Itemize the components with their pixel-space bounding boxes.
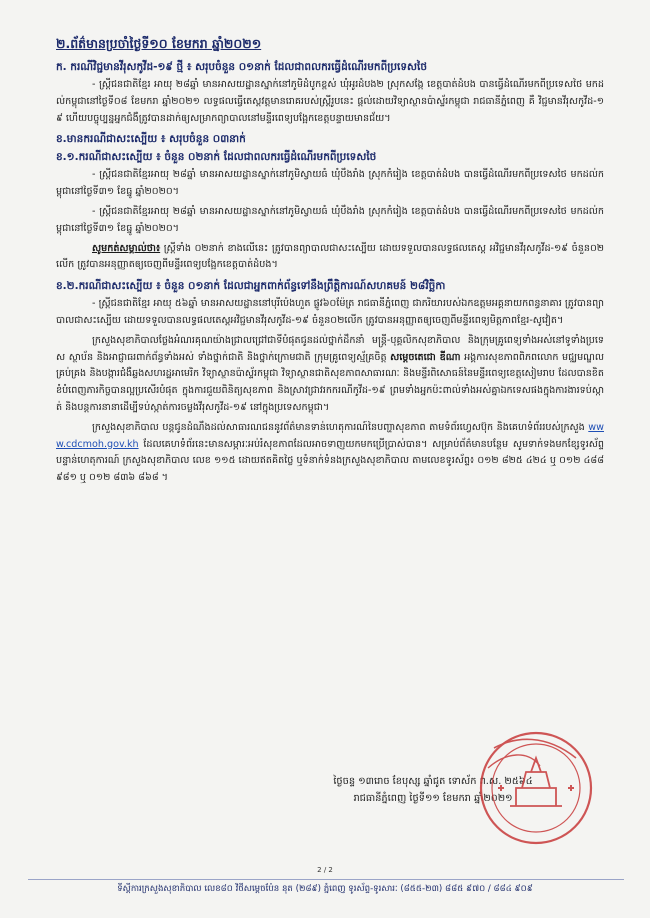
thanks-paragraph	[56, 333, 604, 417]
solar-date: រាជធានីភ្នំពេញ ថ្ងៃទី១១ ខែមករា ឆ្នាំ២០២១	[353, 793, 513, 804]
lunar-date: ថ្ងៃចន្ទ ១៣រោច ខែបុស្ស ឆ្នាំជូត ទោស័ក ព.ស. ២៥៦៤	[333, 776, 533, 787]
section-b1-note	[56, 241, 604, 275]
footer-address: ទីស្តីការក្រសួងសុខាភិបាល លេខ៨០ វិថីសម្តេចប៉ែន នុត (២៨៩) ភ្នំពេញ ទូរស័ព្ទ-ទូរសារៈ (៨៥៥-២៣) ៨៨៥ ៩៧០ / ៨៨៤ ៩០៩	[117, 884, 533, 894]
closing-text-1: ក្រសួងសុខាភិបាល បន្តជូនដំណឹងដល់សាធារណជននូវព័ត៌មានទាន់ហេតុការណ៍នៃបញ្ហាសុខភាព តាមទំព័រហ្វេសប៊ុក និងគេហទំព័ររបស់ក្រសួង	[92, 421, 589, 433]
section-a-paragraph: - ស្រ្តីជនជាតិខ្មែរ អាយុ ២៨ឆ្នាំ មានអាសយដ្ឋានស្នាក់នៅភូមិដំបូកខ្ពស់ ឃុំអូរដំបង២ ស្រុកសង្កែ ខេត្តបាត់ដំបង បានធ្វើដំណើរមកពីប្រទេសថៃ មកដល់កម្ពុជានៅថ្ងៃទី០៨ ខែមករា ឆ្នាំ២០២១ លទ្ធផលធ្វើតេស្តវត្តមានរោគរបស់ស្ត្រីរូបនេះ ផ្តល់ដោយវិទ្យាស្ថានប៉ាស្ទ័រកម្ពុជា រាជធានីភ្នំពេញ គឺ វិជ្ជមានវីរុសកូវីដ-១៩ ហើយបច្ចុប្បន្នអ្នកជំងឺត្រូវបានដាក់ឲ្យសម្រាកព្យាបាលនៅមន្ទីរពេទ្យបង្អែកខេត្តបន្ទាយមានជ័យ។	[56, 79, 604, 124]
document-heading: ២.ព័ត៌មានប្រចាំថ្ងៃទី១០ ខែមករា ឆ្នាំ២០២១	[56, 36, 262, 51]
ministry-seal	[476, 728, 596, 848]
section-b2-case: - ស្ត្រីជនជាតិខ្មែរ អាយុ ៥៦ឆ្នាំ មានអាសយដ្ឋាននៅបុរីប៉េងហួត ផ្លូវ៦០ម៉ែត្រ រាជធានីភ្នំពេញ ជាភរិយារបស់ឯកឧត្តមអគ្គនាយកពន្ធនាគារ ត្រូវបានព្យាបាលជាសះស្បើយ ដោយទទួលបានលទ្ធផលតេស្តអវិជ្ជមានវីរុសកូវីដ-១៩ ចំនួន០២លើក ត្រូវបានអនុញ្ញាតឲ្យចេញពីមន្ទីរពេទ្យមិត្តភាពខ្មែរ-សូវៀត។	[56, 298, 604, 326]
section-b1-case-2: - ស្ត្រីជនជាតិខ្មែរអាយុ ២៨ឆ្នាំ មានអាសយដ្ឋានស្នាក់នៅភូមិស្វាយធំ ឃុំបឹងរាំង ស្រុកកំរៀង ខេត្តបាត់ដំបង បានធ្វើដំណើរមកពីប្រទេសថៃ មកដល់កម្ពុជានៅថ្ងៃទី៣១ ខែធ្នូ ឆ្នាំ២០២០។	[56, 205, 604, 234]
section-b1-title: ខ.១.ករណីជាសះស្បើយ ៖ ចំនួន ០២នាក់ ដែលជាពលករធ្វើដំណើរមកពីប្រទេសថៃ	[56, 151, 377, 164]
thanks-text-1: ក្រសួងសុខាភិបាលថ្លែងអំណរគុណយ៉ាងជ្រាលជ្រៅជាទីបំផុតជូនដល់ថ្នាក់ដឹកនាំ មន្ត្រី-បុគ្គលិកសុខាភិបាល និងក្រុមគ្រូពេទ្យទាំងអស់នៅទូទាំងប្រទេស ស្ថាប័ន និងអាជ្ញាធរពាក់ព័ន្ធទាំងអស់ ទាំងថ្នាក់ជាតិ និងថ្នាក់ក្រោមជាតិ ក្រុមគ្រូពេទ្យស្ម័គ្រចិត្ត	[56, 334, 604, 363]
footer-divider	[28, 879, 624, 880]
note-label: សូមកត់សម្គាល់ថា៖	[92, 242, 161, 254]
note-text: ស្ត្រីទាំង ០២នាក់ ខាងលើនេះ ត្រូវបានព្យាបាលជាសះស្បើយ ដោយទទួលបានលទ្ធផលតេស្ត អវិជ្ជមានវីរុសកូវីដ-១៩ ចំនួន០២លើក ត្រូវបានអនុញ្ញាតឲ្យចេញពីមន្ទីរពេទ្យបង្អែកខេត្តបាត់ដំបង។	[56, 242, 604, 271]
thanks-name: សម្តេចតេជោ ឌីណា	[390, 351, 461, 363]
website-link[interactable]: www.cdcmoh.gov.kh	[56, 421, 604, 450]
page-number: 2 / 2	[317, 866, 333, 874]
section-a-title: ក. ករណីវិជ្ជមានវីរុសកូវីដ-១៩ ថ្មី ៖ សរុបចំនួន ០១នាក់ ដែលជាពលករធ្វើដំណើរមកពីប្រទេសថៃ	[56, 61, 428, 73]
closing-text-2: ដែលគេហទំព័រនេះមានសម្ភារៈអប់រំសុខភាពដែលអាចទាញយកមកប្រើប្រាស់បាន។ សម្រាប់ព័ត៌មានបន្ថែម សូមទាក់ទងមកខ្សែទូរស័ព្ទបន្ទាន់ហេតុការណ៍ ក្រសួងសុខាភិបាល លេខ ១១៥ ដោយឥតគិតថ្លៃ ឬទំនាក់ទំនងក្រសួងសុខាភិបាល តាមលេខទូរស័ព្ទ៖ ០១២ ៨២៥ ៤២៤ ឬ ០១២ ៤៨៨ ៩៨១ ឬ ០១២ ៨៣៦ ៨៦៨ ។	[56, 438, 604, 484]
section-b2-title: ខ.២.ករណីជាសះស្បើយ ៖ ចំនួន ០១នាក់ ដែលជាអ្នកពាក់ព័ន្ធទៅនឹងព្រឹត្តិការណ៍សហគមន៍ ២៨វិច្ឆិកា	[56, 280, 446, 293]
section-b-title: ខ.មានករណីជាសះស្បើយ ៖ សរុបចំនួន ០៣នាក់	[56, 133, 246, 146]
thanks-text-2: អង្គការសុខភាពពិភពលោក មជ្ឈមណ្ឌលគ្រប់គ្រង និងបង្ការជំងឺឆ្លងសហរដ្ឋអាមេរិក វិទ្យាស្ថានប៉ាស្ទ័រកម្ពុជា វិទ្យាស្ថានជាតិសុខភាពសាធារណៈ និងមន្ទីរពិសោធន៍នៃមន្ទីរពេទ្យខេត្តសៀមរាប ដែលបានខិតខំបំពេញភារកិច្ចបានល្អប្រសើរបំផុត ក្នុងការជួយពិនិត្យសុខភាព និងស្រាវជ្រាវរកករណីកូវីដ-១៩ ព្រមទាំងអ្នកប៉ះពាល់ទាំងអស់គ្នាឯកទេសផងក្នុងការងារទប់ស្កាត់ និងបន្តការនានាដើម្បីទប់ស្កាត់ការចម្លងវីរុសកូវីដ-១៩ នៅក្នុងប្រទេសកម្ពុជា។	[56, 351, 605, 413]
document-body	[56, 34, 604, 490]
seal-icon	[476, 728, 596, 848]
section-b1-case-1: - ស្ត្រីជនជាតិខ្មែរអាយុ ២៨ឆ្នាំ មានអាសយដ្ឋានស្នាក់នៅភូមិស្វាយធំ ឃុំបឹងរាំង ស្រុកកំរៀង ខេត្តបាត់ដំបង បានធ្វើដំណើរមកពីប្រទេសថៃ មកដល់កម្ពុជានៅថ្ងៃទី៣១ ខែធ្នូ ឆ្នាំ២០២០។	[56, 169, 604, 198]
closing-paragraph	[56, 420, 604, 487]
